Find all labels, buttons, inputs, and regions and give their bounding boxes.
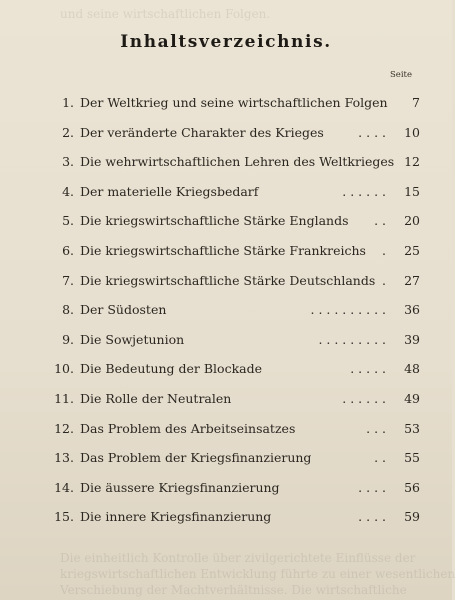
- toc-entry-leader-dots: . .: [374, 213, 386, 229]
- toc-entry-page-number: 27: [404, 272, 420, 288]
- toc-entry-title: Der materielle Kriegsbedarf: [80, 183, 259, 199]
- toc-entry-page-number: 48: [404, 361, 420, 377]
- toc-entry-leader-dots: . .: [374, 450, 386, 466]
- toc-entry-page-number: 56: [404, 479, 420, 495]
- toc-entry: [40, 327, 420, 353]
- toc-entry: [40, 208, 420, 234]
- toc-entry-page-number: 7: [412, 95, 420, 110]
- toc-entry-title: Der Südosten: [80, 302, 167, 318]
- toc-entry-title: Das Problem des Arbeitseinsatzes: [80, 420, 296, 436]
- toc-entry-title: Die kriegswirtschaftliche Stärke Deutschlands: [80, 272, 376, 288]
- toc-entry-number: 9.: [62, 331, 74, 347]
- toc-entry-page-number: 49: [404, 391, 420, 406]
- toc-entry-title: Die kriegswirtschaftliche Stärke Englands: [80, 213, 349, 229]
- toc-entry: [40, 149, 420, 175]
- page-title: Inhaltsverzeichnis.: [120, 32, 332, 52]
- toc-entry-leader-dots: . . . .: [358, 479, 386, 495]
- toc-entry-leader-dots: . . . . . .: [342, 391, 386, 406]
- toc-entry-number: 6.: [62, 243, 74, 258]
- toc-entry-title: Das Problem der Kriegsfinanzierung: [80, 450, 312, 466]
- toc-entry: [40, 416, 420, 442]
- toc-entry-number: 7.: [62, 272, 74, 288]
- toc-entry-number: 3.: [62, 154, 74, 170]
- toc-entry-leader-dots: . . . .: [358, 124, 386, 140]
- toc-entry-leader-dots: . . .: [366, 420, 386, 436]
- toc-entry: [40, 179, 420, 205]
- toc-entry: [40, 504, 420, 530]
- toc-entry: [40, 90, 420, 116]
- toc-entry-title: Der veränderte Charakter des Krieges: [80, 124, 324, 140]
- toc-entry-page-number: 20: [404, 213, 420, 229]
- toc-entry-number: 11.: [54, 391, 74, 406]
- toc-entry-title: Die innere Kriegsfinanzierung: [80, 509, 272, 525]
- toc-entry-number: 4.: [62, 183, 74, 199]
- toc-entry-leader-dots: . . . . . . . . . .: [310, 302, 386, 318]
- toc-entry-number: 12.: [54, 420, 74, 436]
- toc-entry-title: Die wehrwirtschaftlichen Lehren des Weltkrieges: [80, 154, 395, 170]
- toc-entry-page-number: 53: [404, 420, 420, 436]
- toc-entry-number: 5.: [62, 213, 74, 229]
- toc-entry: [40, 445, 420, 471]
- toc-entry-number: 15.: [54, 509, 74, 525]
- toc-entry-page-number: 25: [404, 243, 420, 258]
- toc-entry-page-number: 15: [404, 183, 420, 199]
- toc-entry: [40, 120, 420, 146]
- toc-entry-title: Der Weltkrieg und seine wirtschaftlichen Folgen: [80, 95, 388, 110]
- toc-entry-page-number: 59: [404, 509, 420, 525]
- toc-entry: [40, 297, 420, 323]
- toc-entry-page-number: 10: [404, 124, 420, 140]
- toc-entry-page-number: 55: [404, 450, 420, 466]
- toc-entry-number: 8.: [62, 302, 74, 318]
- toc-entry-leader-dots: . . . . . .: [342, 183, 386, 199]
- toc-entry-leader-dots: .: [382, 243, 386, 258]
- toc-entry-number: 13.: [54, 450, 74, 466]
- bleed-through-text-bottom-3: Verschiebung der Machtverhältnisse. Die wirtschaftliche: [60, 583, 407, 597]
- toc-entry-title: Die kriegswirtschaftliche Stärke Frankreichs: [80, 243, 366, 258]
- toc-entry-title: Die äussere Kriegsfinanzierung: [80, 479, 280, 495]
- toc-entry: [40, 356, 420, 382]
- toc-entry-number: 14.: [54, 479, 74, 495]
- toc-entry-number: 2.: [62, 124, 74, 140]
- toc-entry-page-number: 39: [404, 331, 420, 347]
- toc-entry-title: Die Sowjetunion: [80, 331, 185, 347]
- bleed-through-text-bottom-1: Die einheitlich Kontrolle über zivilgerichtete Einflüsse der: [60, 551, 416, 565]
- bleed-through-text-top: und seine wirtschaftlichen Folgen.: [60, 7, 271, 21]
- toc-entry: [40, 238, 420, 264]
- toc-entry-page-number: 12: [404, 154, 420, 170]
- toc-entry-leader-dots: . . . . .: [350, 361, 386, 377]
- toc-entry-title: Die Rolle der Neutralen: [80, 391, 232, 406]
- toc-entry-page-number: 36: [404, 302, 420, 318]
- toc-entry-title: Die Bedeutung der Blockade: [80, 361, 263, 377]
- toc-entry-leader-dots: .: [382, 272, 386, 288]
- toc-entry-leader-dots: . . . .: [358, 509, 386, 525]
- page-column-label: Seite: [389, 70, 412, 80]
- toc-entry-number: 1.: [62, 95, 74, 110]
- toc-entry: [40, 268, 420, 294]
- toc-entry-number: 10.: [54, 361, 74, 377]
- toc-entry-leader-dots: . . . . . . . . .: [318, 331, 386, 347]
- bleed-through-text-bottom-2: kriegswirtschaftlichen Entwicklung führte zu einer wesentlichen: [60, 567, 455, 581]
- toc-entry: [40, 386, 420, 412]
- toc-entry: [40, 475, 420, 501]
